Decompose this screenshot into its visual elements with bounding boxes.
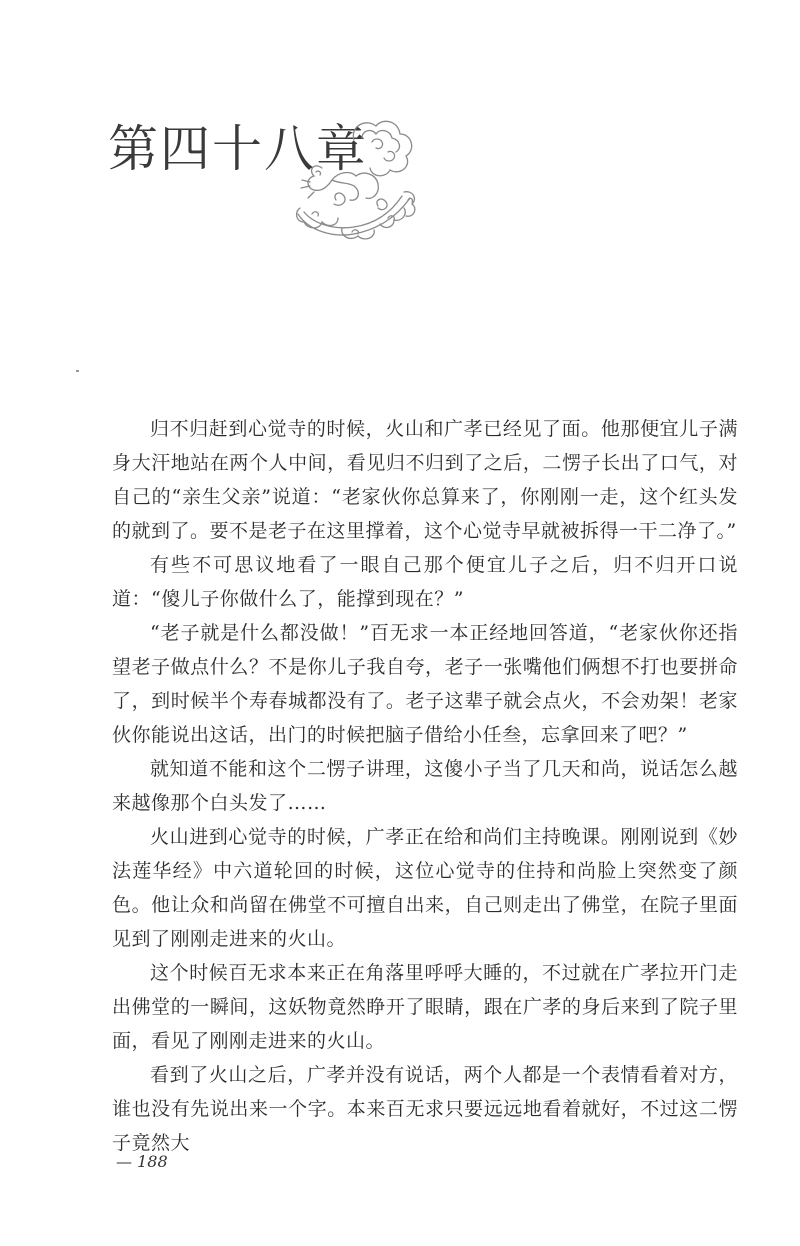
page-number: — 188 — [116, 1152, 168, 1171]
chapter-title: 第四十八章 — [108, 120, 368, 178]
cloud-ornament-icon — [292, 112, 422, 247]
paragraph: 看到了火山之后，广孝并没有说话，两个人都是一个表情看着对方，谁也没有先说出来一个字。本来百无求只要远远地看着就好，不过这二愣子竟然大 — [112, 1064, 738, 1154]
paragraph: 有些不可思议地看了一眼自己那个便宜儿子之后，归不归开口说道：“傻儿子你做什么了，能撑到现在？” — [112, 554, 738, 610]
paragraph: 这个时候百无求本来正在角落里呼呼大睡的，不过就在广孝拉开门走出佛堂的一瞬间，这妖物竟然睁开了眼睛，跟在广孝的身后来到了院子里面，看见了刚刚走进来的火山。 — [112, 962, 738, 1052]
paragraph: “老子就是什么都没做！”百无求一本正经地回答道，“老家伙你还指望老子做点什么？不是你儿子我自夸，老子一张嘴他们俩想不打也要拼命了，到时候半个寿春城都没有了。老子这辈子就会点火，不会劝架！老家伙你能说出这话，出门的时候把脑子借给小任叁，忘拿回来了吧？” — [112, 622, 738, 746]
scan-speck — [76, 370, 79, 372]
chapter-body — [112, 412, 738, 1160]
paragraph: 就知道不能和这个二愣子讲理，这傻小子当了几天和尚，说话怎么越来越像那个白头发了…… — [112, 758, 738, 814]
paragraph: 归不归赶到心觉寺的时候，火山和广孝已经见了面。他那便宜儿子满身大汗地站在两个人中间，看见归不归到了之后，二愣子长出了口气，对自己的“亲生父亲”说道：“老家伙你总算来了，你刚刚一走，这个红头发的就到了。要不是老子在这里撑着，这个心觉寺早就被拆得一干二净了。” — [112, 418, 738, 542]
paragraph: 火山进到心觉寺的时候，广孝正在给和尚们主持晚课。刚刚说到《妙法莲华经》中六道轮回的时候，这位心觉寺的住持和尚脸上突然变了颜色。他让众和尚留在佛堂不可擅自出来，自己则走出了佛堂，在院子里面见到了刚刚走进来的火山。 — [112, 826, 738, 950]
